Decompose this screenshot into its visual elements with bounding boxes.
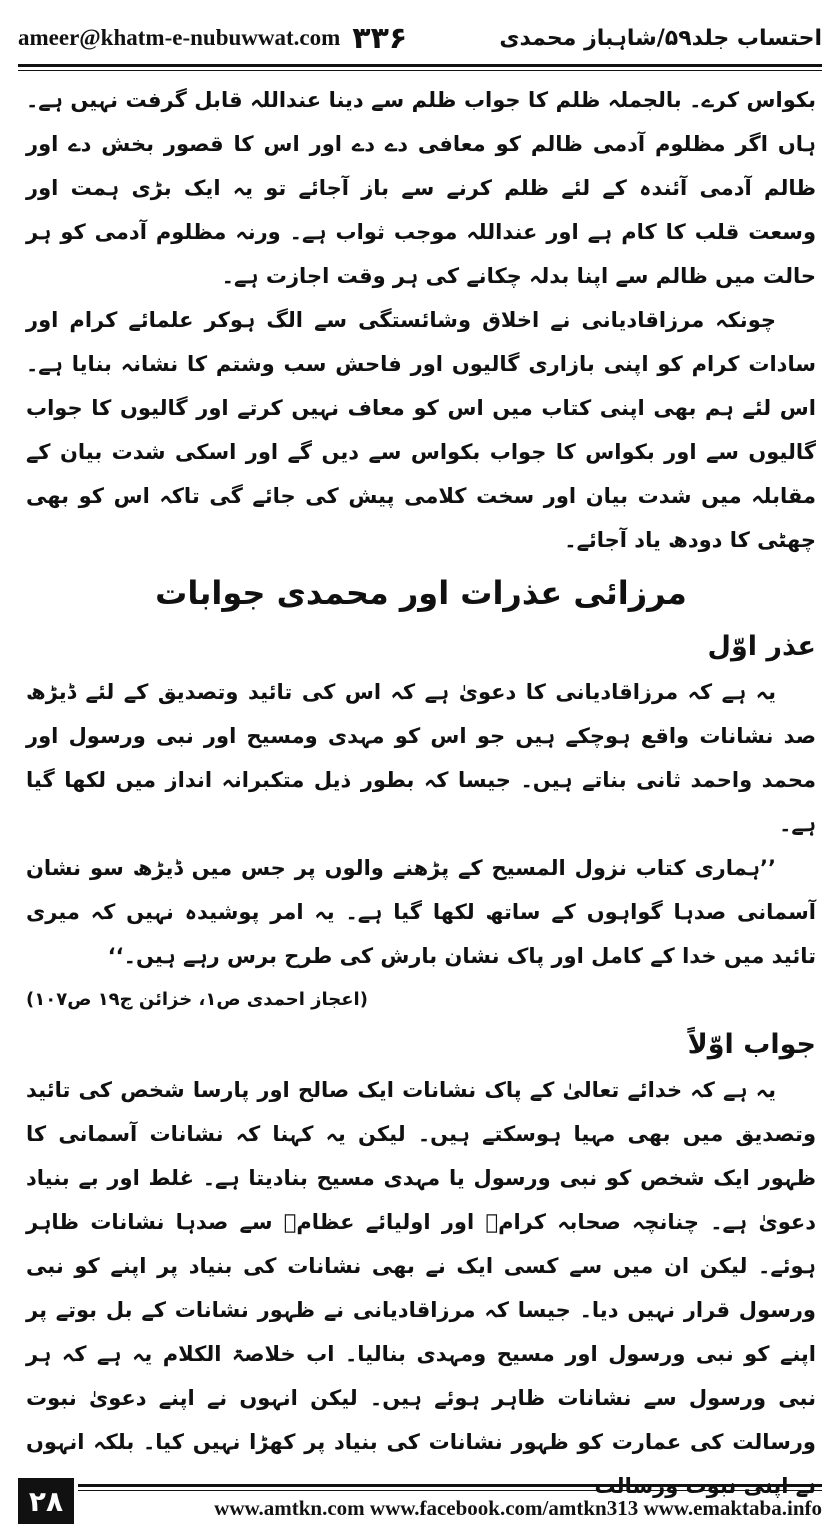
paragraph-4: یہ ہے کہ خدائے تعالیٰ کے پاک نشانات ایک صالح اور پارسا شخص کی تائید وتصدیق میں بھی مہیا ہوسکتے ہیں۔ لیکن یہ کہنا کہ نشانات آسمانی کا ظہور ایک شخص کو نبی ورسول یا مہدی مسیح بنادیتا ہے۔ غلط اور بے بنیاد دعویٰ ہے۔ چنانچہ صحابہ کرامؓ اور اولیائے عظامؒ سے صدہا نشانات ظاہر ہوئے۔ لیکن ان میں سے کسی ایک نے بھی نشانات کی بنیاد پر اپنے کو نبی ورسول قرار نہیں دیا۔ جیسا کہ مرزاقادیانی نے ظہور نشانات کے بل بوتے پر اپنے کو نبی ورسول اور مسیح ومہدی بنالیا۔ اب خلاصۃ الکلام یہ ہے کہ ہر نبی ورسول سے نشانات ظاہر ہوئے ہیں۔ لیکن انہوں نے اپنے دعویٰ نبوت ورسالت کی عمارت کو ظہور نشانات کی بنیاد پر کھڑا نہیں کیا۔ بلکہ انہوں نے اپنی نبوت ورسالت	[26, 1078, 816, 1498]
paragraph-1: بکواس کرے۔ بالجملہ ظلم کا جواب ظلم سے دینا عنداللہ قابل گرفت نہیں ہے۔ ہاں اگر مظلوم آدمی ظالم کو معافی دے دے اور اس کا قصور بخش دے اور ظالم آدمی آئندہ کے لئے ظلم کرنے سے باز آجائے تو یہ ایک بڑی ہمت اور وسعت قلب کا کام ہے اور عنداللہ موجب ثواب ہے۔ ورنہ مظلوم آدمی کو ہر حالت میں ظالم سے اپنا بدلہ چکانے کی ہر وقت اجازت ہے۔	[26, 88, 816, 288]
header-book-title: احتساب جلد۵۹/شاہباز محمدی	[499, 25, 822, 51]
header-page-number: ۳۳۶	[352, 20, 408, 56]
quotation-text: ’’ہماری کتاب نزول المسیح کے پڑھنے والوں پر جس میں ڈیڑھ سو نشان آسمانی صدہا گواہوں کے ساتھ لکھا گیا ہے۔ یہ امر پوشیدہ نہیں کہ میری تائید میں خدا کے کامل اور پاک نشان بارش کی طرح برس رہے ہیں۔‘‘	[26, 856, 816, 968]
page-body	[26, 78, 816, 1508]
subheading-first-excuse: عذر اوّل	[707, 631, 816, 662]
section-heading: مرزائی عذرات اور محمدی جوابات	[155, 574, 687, 612]
quotation	[26, 846, 816, 1010]
subheading-first-answer: جواب اوّلاً	[687, 1029, 816, 1060]
page-footer	[18, 1478, 822, 1528]
header-left	[18, 21, 407, 56]
footer-links[interactable]: www.amtkn.com www.facebook.com/amtkn313 www.emaktaba.info	[214, 1496, 822, 1520]
page-header	[18, 14, 822, 62]
quotation-reference: (اعجاز احمدی ص۱، خزائن ج۱۹ ص۱۰۷)	[26, 989, 368, 1010]
header-rule-thin	[18, 70, 822, 71]
paragraph-2: چونکہ مرزاقادیانی نے اخلاق وشائستگی سے الگ ہوکر علمائے کرام اور سادات کرام کو اپنی بازاری گالیوں اور فاحش سب وشتم کا نشانہ بنایا ہے۔ اس لئے ہم بھی اپنی کتاب میں اس کو معاف نہیں کرتے اور گالیوں کا جواب گالیوں سے اور بکواس کا جواب بکواس سے دیں گے اور اسکی شدت بیان کے مقابلہ میں شدت بیان اور سخت کلامی پیش کی جائے گی تاکہ اس کو بھی چھٹی کا دودھ یاد آجائے۔	[26, 308, 816, 552]
footer-rule	[78, 1484, 822, 1487]
header-email: ameer@khatm-e-nubuwwat.com	[18, 25, 341, 50]
header-rule	[18, 64, 822, 67]
footer-rule-thin	[78, 1490, 822, 1491]
footer-page-number: ۲۸	[18, 1478, 74, 1524]
paragraph-3: یہ ہے کہ مرزاقادیانی کا دعویٰ ہے کہ اس کی تائید وتصدیق کے لئے ڈیڑھ صد نشانات واقع ہوچکے ہیں جو اس کو مہدی ومسیح اور نبی ورسول اور محمد واحمد ثانی بناتے ہیں۔ جیسا کہ بطور ذیل متکبرانہ انداز میں لکھا گیا ہے۔	[26, 680, 816, 836]
